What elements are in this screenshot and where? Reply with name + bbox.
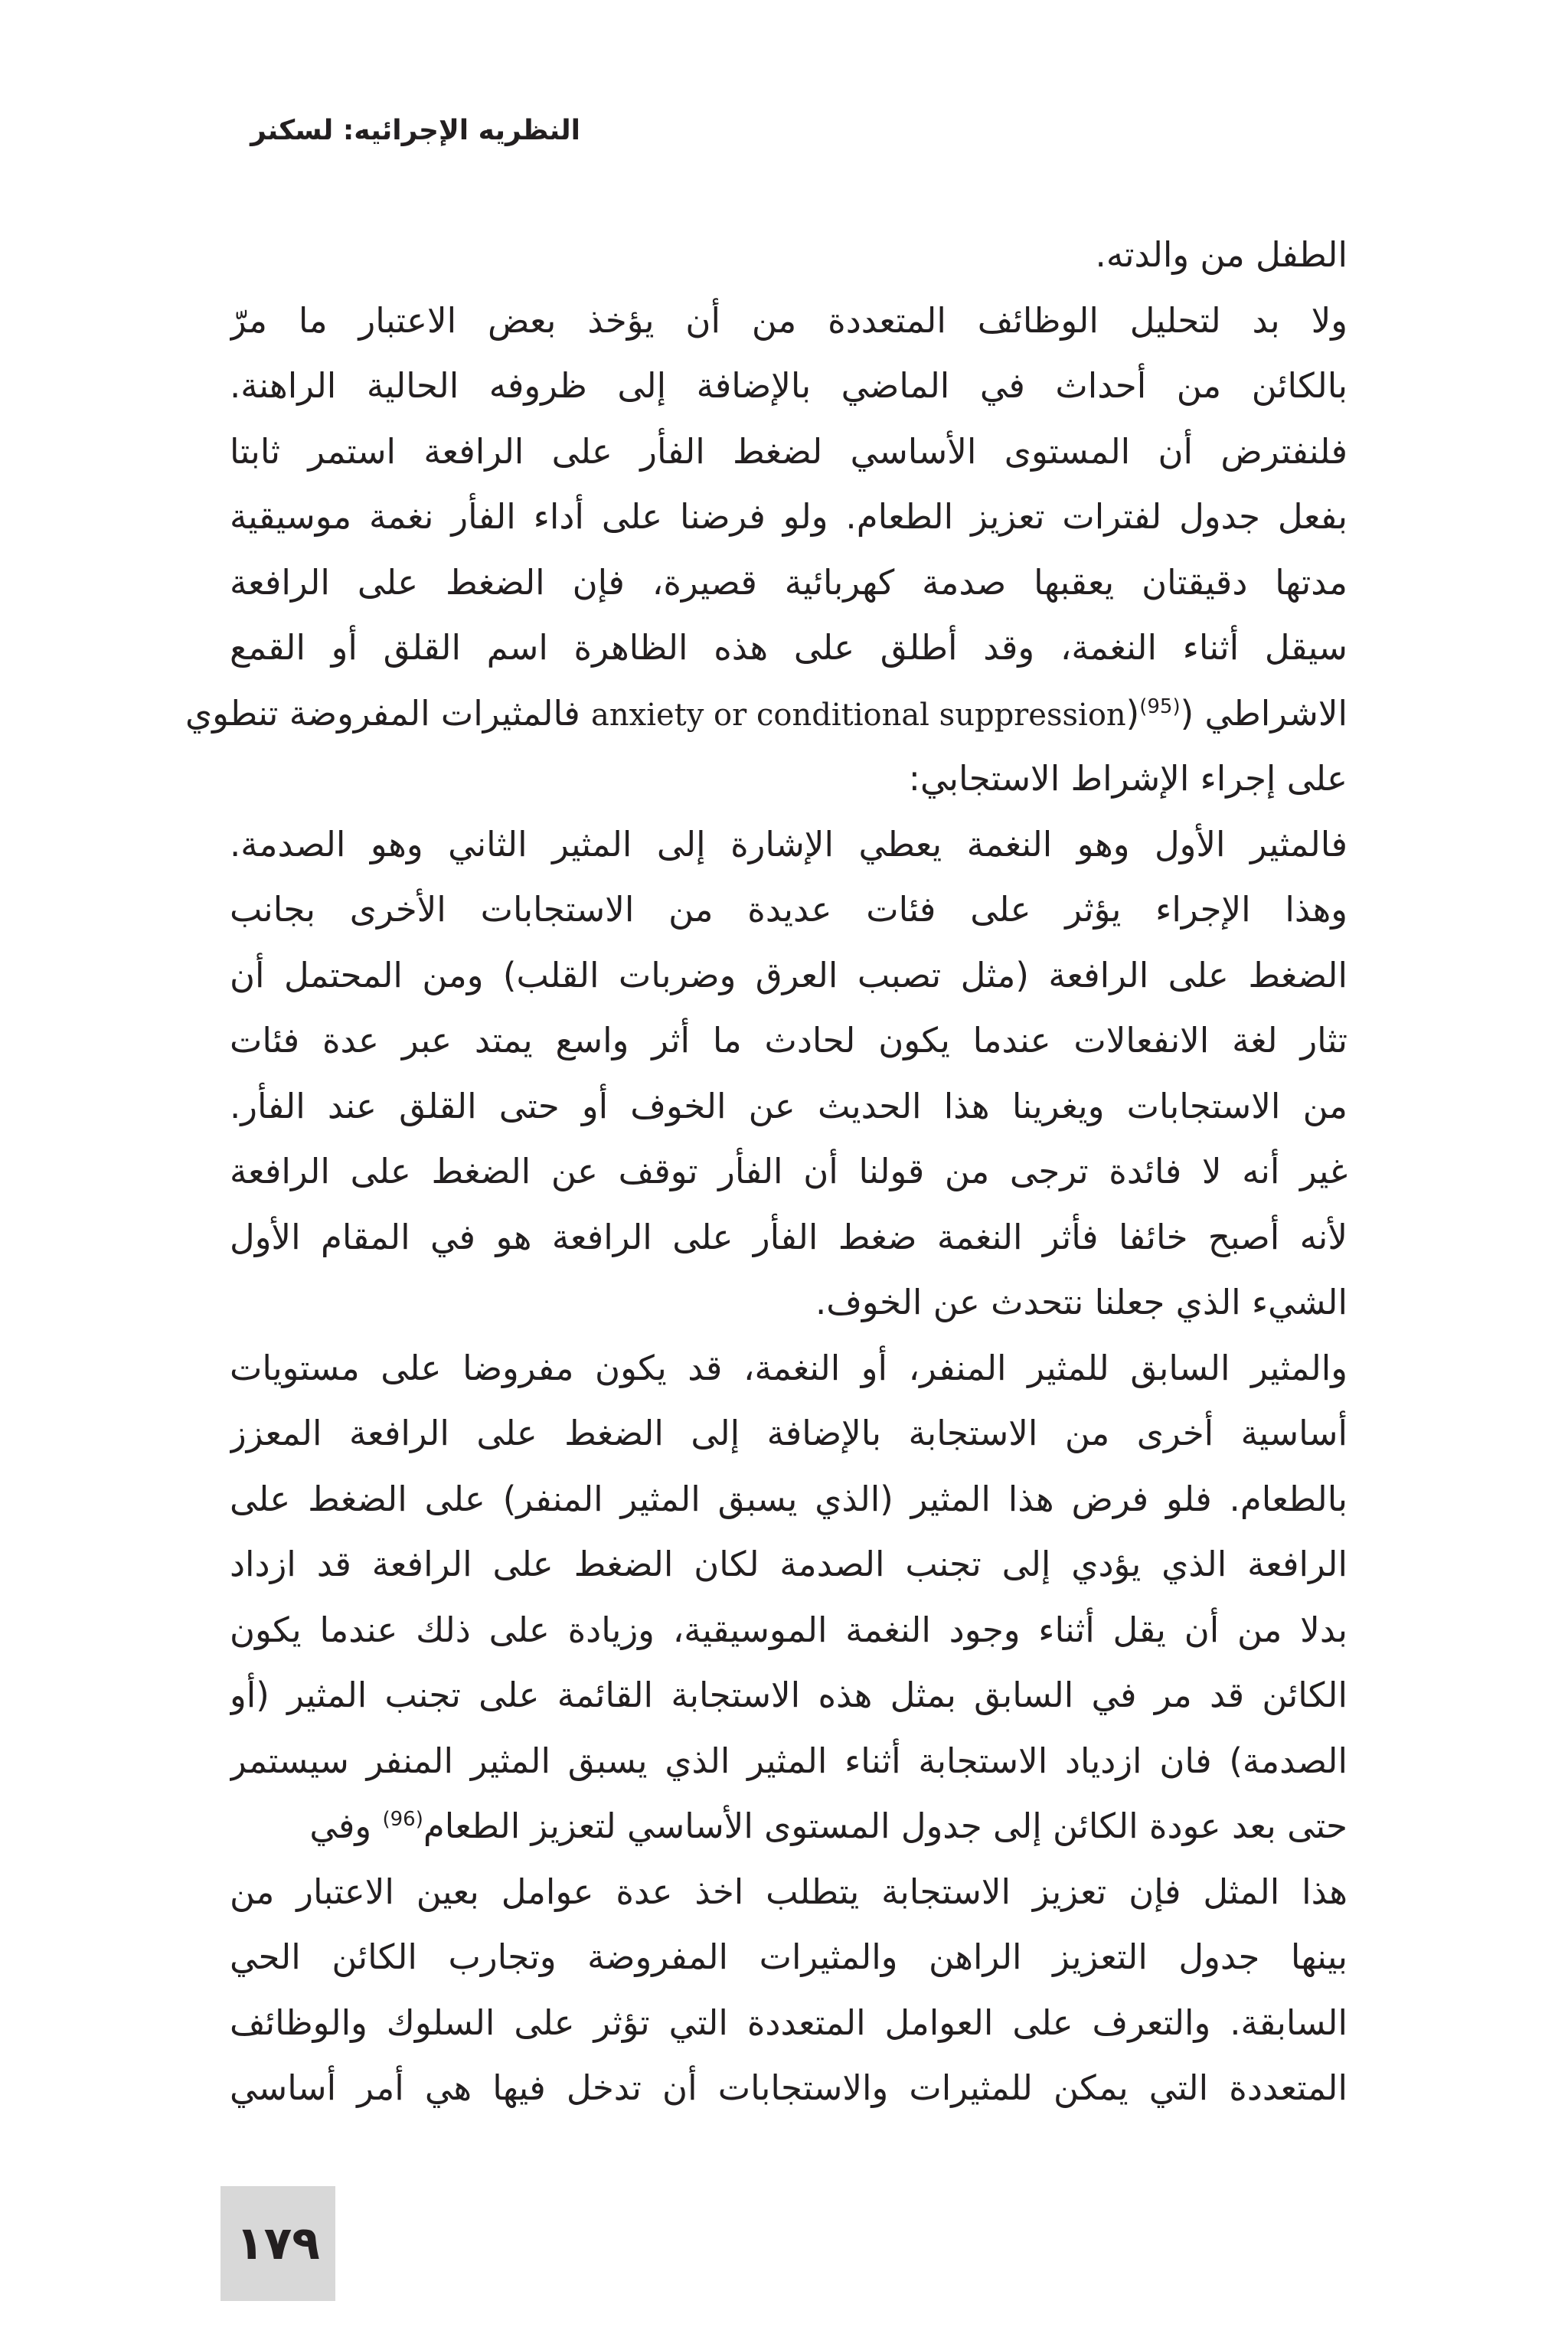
page-number: ١٧٩ — [236, 2217, 320, 2270]
text-fragment: وفي — [309, 1806, 383, 1846]
text-line: هذا المثل فإن تعزيز الاستجابة يتطلب اخذ عدة عوامل بعين الاعتبار من — [230, 1871, 1348, 1912]
footnote-ref: (96) — [382, 1808, 423, 1831]
text-line: على إجراء الإشراط الاستجابي: — [908, 758, 1348, 799]
text-line: وهذا الإجراء يؤثر على فئات عديدة من الاستجابات الأخرى بجانب — [230, 889, 1348, 930]
text-line: الشيء الذي جعلنا نتحدث عن الخوف. — [815, 1282, 1348, 1322]
footnote-ref: (95) — [1139, 695, 1181, 718]
text-line: فلنفترض أن المستوى الأساسي لضغط الفأر على الرافعة استمر ثابتا — [230, 430, 1348, 472]
text-line: تثار لغة الانفعالات عندما يكون لحادث ما أثر واسع يمتد عبر عدة فئات — [230, 1020, 1348, 1061]
text-line: سيقل أثناء النغمة، وقد أطلق على هذه الظاهرة اسم القلق أو القمع — [230, 627, 1348, 668]
text-line: ولا بد لتحليل الوظائف المتعددة من أن يؤخذ بعض الاعتبار ما مرّ — [230, 299, 1348, 341]
text-line: بدلا من أن يقل أثناء وجود النغمة الموسيقية، وزيادة على ذلك عندما يكون — [230, 1609, 1348, 1650]
text-line: والمثير السابق للمثير المنفر، أو النغمة، قد يكون مفروضا على مستويات — [230, 1347, 1348, 1388]
text-line-with-footnote — [185, 681, 1348, 747]
text-line: السابقة. والتعرف على العوامل المتعددة التي تؤثر على السلوك والوظائف — [230, 2002, 1348, 2043]
text-fragment: فالمثيرات المفروضة تنطوي — [185, 692, 592, 734]
text-line: الطفل من والدته. — [1095, 234, 1348, 275]
body-text — [185, 222, 1348, 2121]
text-fragment: حتى بعد عودة الكائن إلى جدول المستوى الأساسي لتعزيز الطعام — [423, 1806, 1348, 1846]
text-line: المتعددة التي يمكن للمثيرات والاستجابات أن تدخل فيها هي أمر أساسي — [230, 2067, 1348, 2108]
text-line: غير أنه لا فائدة ترجى من قولنا أن الفأر توقف عن الضغط على الرافعة — [230, 1151, 1348, 1191]
text-fragment: ) — [1125, 692, 1140, 734]
english-term: anxiety or conditional suppression — [591, 697, 1126, 733]
running-title: النظريه الإجرائيه: لسكنر — [250, 115, 580, 146]
text-line: أساسية أخرى من الاستجابة بالإضافة إلى الضغط على الرافعة المعزز — [230, 1413, 1348, 1453]
text-line: بالكائن من أحداث في الماضي بالإضافة إلى ظروفه الحالية الراهنة. — [230, 365, 1348, 406]
text-line: لأنه أصبح خائفا فأثر النغمة ضغط الفأر على الرافعة هو في المقام الأول — [230, 1216, 1348, 1257]
page-number-box — [220, 2186, 335, 2301]
text-line: فالمثير الأول وهو النغمة يعطي الإشارة إلى المثير الثاني وهو الصدمة. — [230, 823, 1348, 864]
text-line: الصدمة) فان ازدياد الاستجابة أثناء المثير الذي يسبق المثير المنفر سيستمر — [230, 1740, 1348, 1781]
text-line: الضغط على الرافعة (مثل تصبب العرق وضربات القلب) ومن المحتمل أن — [230, 954, 1348, 995]
text-line: الكائن قد مر في السابق بمثل هذه الاستجابة القائمة على تجنب المثير (أو — [230, 1675, 1348, 1715]
text-line-with-footnote — [230, 1793, 1348, 1859]
text-line: بالطعام. فلو فرض هذا المثير (الذي يسبق المثير المنفر) على الضغط على — [230, 1478, 1348, 1519]
text-line: الرافعة الذي يؤدي إلى تجنب الصدمة لكان الضغط على الرافعة قد ازداد — [230, 1544, 1348, 1584]
text-line: من الاستجابات ويغرينا هذا الحديث عن الخوف أو حتى القلق عند الفأر. — [230, 1085, 1348, 1126]
text-line: بفعل جدول لفترات تعزيز الطعام. ولو فرضنا على أداء الفأر نغمة موسيقية — [230, 496, 1348, 537]
text-line: بينها جدول التعزيز الراهن والمثيرات المفروضة وتجارب الكائن الحي — [230, 1937, 1348, 1977]
text-line: مدتها دقيقتان يعقبها صدمة كهربائية قصيرة، فإن الضغط على الرافعة — [230, 561, 1348, 603]
text-fragment: الاشراطي ( — [1180, 692, 1348, 734]
